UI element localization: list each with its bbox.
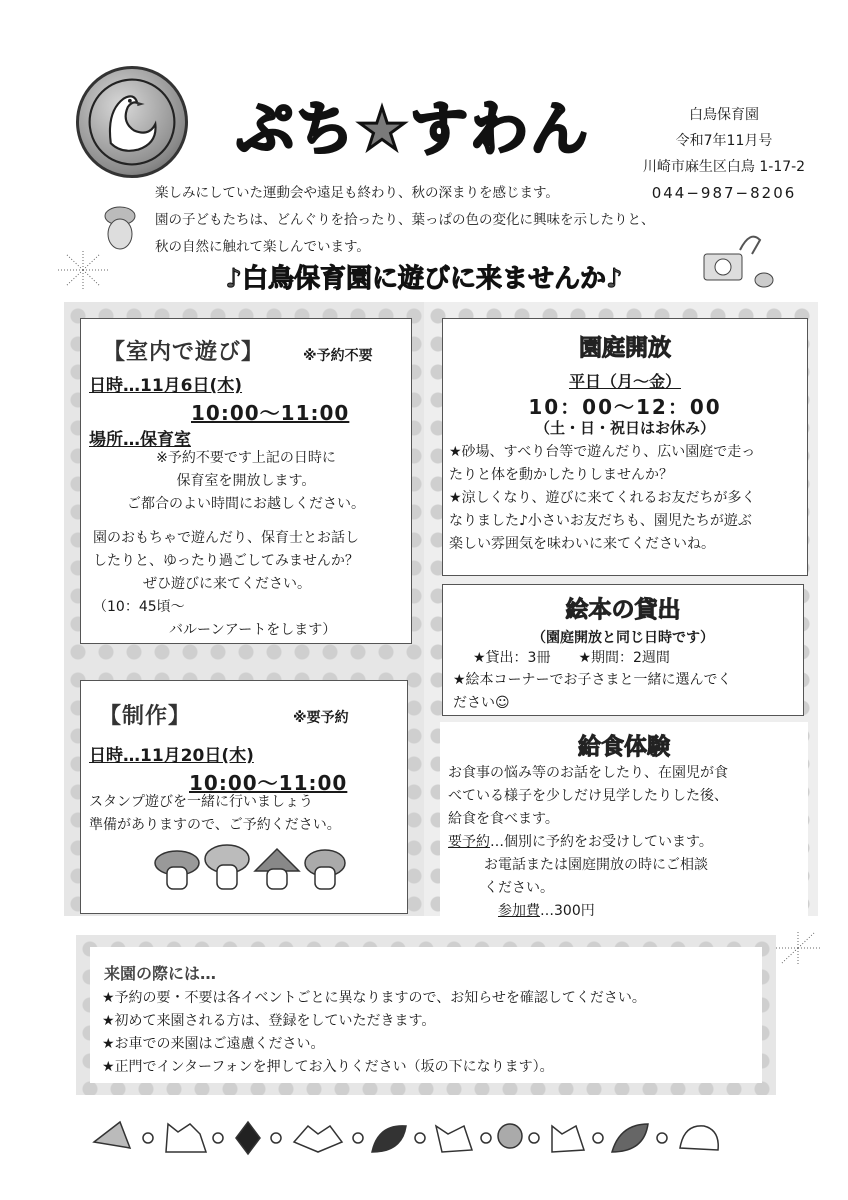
garden-line: ★砂場、すべり台等で遊んだり、広い園庭で走っ	[449, 444, 756, 460]
no-reservation-note: ※予約不要	[303, 348, 373, 364]
header-info	[624, 102, 824, 206]
garden-title: 園庭開放	[579, 335, 671, 361]
reserve-label: 要予約	[448, 834, 490, 850]
indoor-description	[93, 527, 359, 642]
indoor-desc-line: したりと、ゆったり過ごしてみませんか？	[93, 553, 359, 569]
craft-title: 【制作】	[99, 704, 192, 729]
books-line: ★絵本コーナーでお子さまと一緒に選んでく	[453, 672, 732, 688]
indoor-desc-line: バルーンアートをします）	[169, 622, 337, 638]
books-line: ださい☺	[453, 695, 510, 711]
reserve-text: …個別に予約をお受けしています。	[490, 834, 713, 850]
indoor-date: 日時…11月6日(木)	[89, 376, 243, 396]
issue-label: 令和7年11月号	[675, 133, 773, 149]
indoor-line: ※予約不要です上記の日時に	[156, 450, 336, 466]
lunch-line: お食事の悩み等のお話をしたり、在園児が食	[448, 765, 728, 781]
craft-line: 準備がありますので、ご予約ください。	[89, 817, 341, 833]
newsletter-title: ぷち★すわん	[236, 95, 590, 163]
books-lend-info: ★貸出：3冊 ★期間：2週間	[473, 650, 670, 666]
intro-line: 楽しみにしていた運動会や遠足も終わり、秋の深まりを感じます。	[155, 185, 559, 201]
craft-details	[89, 791, 341, 837]
garden-closed: （土・日・祝日はお休み）	[534, 419, 715, 437]
visit-notes-panel	[76, 935, 776, 1095]
indoor-time: 10:00〜11:00	[191, 401, 350, 425]
lunch-details	[448, 762, 728, 923]
lunch-experience-box	[440, 722, 808, 919]
visit-notes-box	[90, 947, 762, 1083]
footer-leaf-cat-border	[90, 1112, 750, 1160]
craft-date: 日時…11月20日(木)	[89, 746, 254, 766]
indoor-desc-line: 園のおもちゃで遊んだり、保育士とお話し	[93, 530, 359, 546]
lunch-fee-line	[448, 900, 728, 923]
garden-days: 平日（月〜金）	[568, 372, 681, 391]
garden-details	[449, 441, 756, 556]
garden-line: なりました♪小さいお友だちも、園児たちが遊ぶ	[449, 513, 752, 529]
indoor-place: 場所…保育室	[89, 430, 191, 450]
lunch-line: 給食を食べます。	[448, 811, 559, 827]
firework-icon	[776, 930, 820, 966]
visit-items	[102, 987, 646, 1079]
mushroom-characters-icon	[141, 841, 351, 903]
intro-text	[155, 180, 655, 261]
garden-open-box	[442, 318, 808, 576]
book-lending-box	[442, 584, 804, 716]
visit-title: 来園の際には…	[104, 964, 217, 983]
books-subtitle: （園庭開放と同じ日時です）	[532, 630, 714, 646]
craft-line: スタンプ遊びを一緒に行いましょう	[89, 794, 313, 810]
indoor-play-box	[80, 318, 412, 644]
books-title: 絵本の貸出	[565, 597, 681, 623]
reservation-required-note: ※要予約	[293, 710, 349, 726]
lunch-title: 給食体験	[578, 734, 670, 760]
school-phone: 044−987−8206	[651, 184, 797, 202]
indoor-line: ご都合のよい時間にお越しください。	[127, 496, 365, 512]
craft-box	[80, 680, 408, 914]
garden-time: 10：00〜12：00	[528, 395, 722, 419]
visit-item: ★正門でインターフォンを押してお入りください（坂の下になります）。	[102, 1059, 554, 1075]
acorn-icon	[100, 200, 140, 256]
books-details	[453, 669, 732, 715]
visit-item: ★お車での来園はご遠慮ください。	[102, 1036, 325, 1052]
intro-line: 園の子どもたちは、どんぐりを拾ったり、葉っぱの色の変化に興味を示したりと、	[155, 212, 655, 228]
lunch-reserve-detail: ください。	[484, 880, 554, 896]
school-name: 白鳥保育園	[689, 107, 759, 123]
indoor-desc-line: （10：45頃〜	[93, 599, 185, 615]
lunch-reserve-detail: お電話または園庭開放の時にご相談	[484, 857, 708, 873]
swan-logo	[76, 66, 188, 178]
garden-line: たりと体を動かしたりしませんか？	[449, 467, 673, 483]
indoor-desc-line: ぜひ遊びに来てください。	[143, 576, 311, 592]
craft-time: 10:00〜11:00	[189, 771, 348, 795]
fee-text: …300円	[540, 903, 595, 919]
visit-item: ★予約の要・不要は各イベントごとに異なりますので、お知らせを確認してください。	[102, 990, 646, 1006]
lunch-reserve-line	[448, 831, 728, 854]
garden-line: 楽しい雰囲気を味わいに来てくださいね。	[449, 536, 715, 552]
intro-line: 秋の自然に触れて楽しんでいます。	[155, 239, 370, 255]
garden-line: ★涼しくなり、遊びに来てくれるお友だちが多く	[449, 490, 756, 506]
indoor-title: 【室内で遊び】	[103, 340, 265, 365]
indoor-line: 保育室を開放します。	[176, 473, 316, 489]
visit-item: ★初めて来園される方は、登録をしていただきます。	[102, 1013, 436, 1029]
fee-label: 参加費	[498, 903, 540, 919]
lunch-line: べている様子を少しだけ見学したりした後、	[448, 788, 728, 804]
indoor-details	[81, 447, 411, 516]
school-address: 川崎市麻生区白鳥 1-17-2	[642, 159, 806, 175]
main-headline: ♪白鳥保育園に遊びに来ませんか♪	[225, 264, 623, 294]
